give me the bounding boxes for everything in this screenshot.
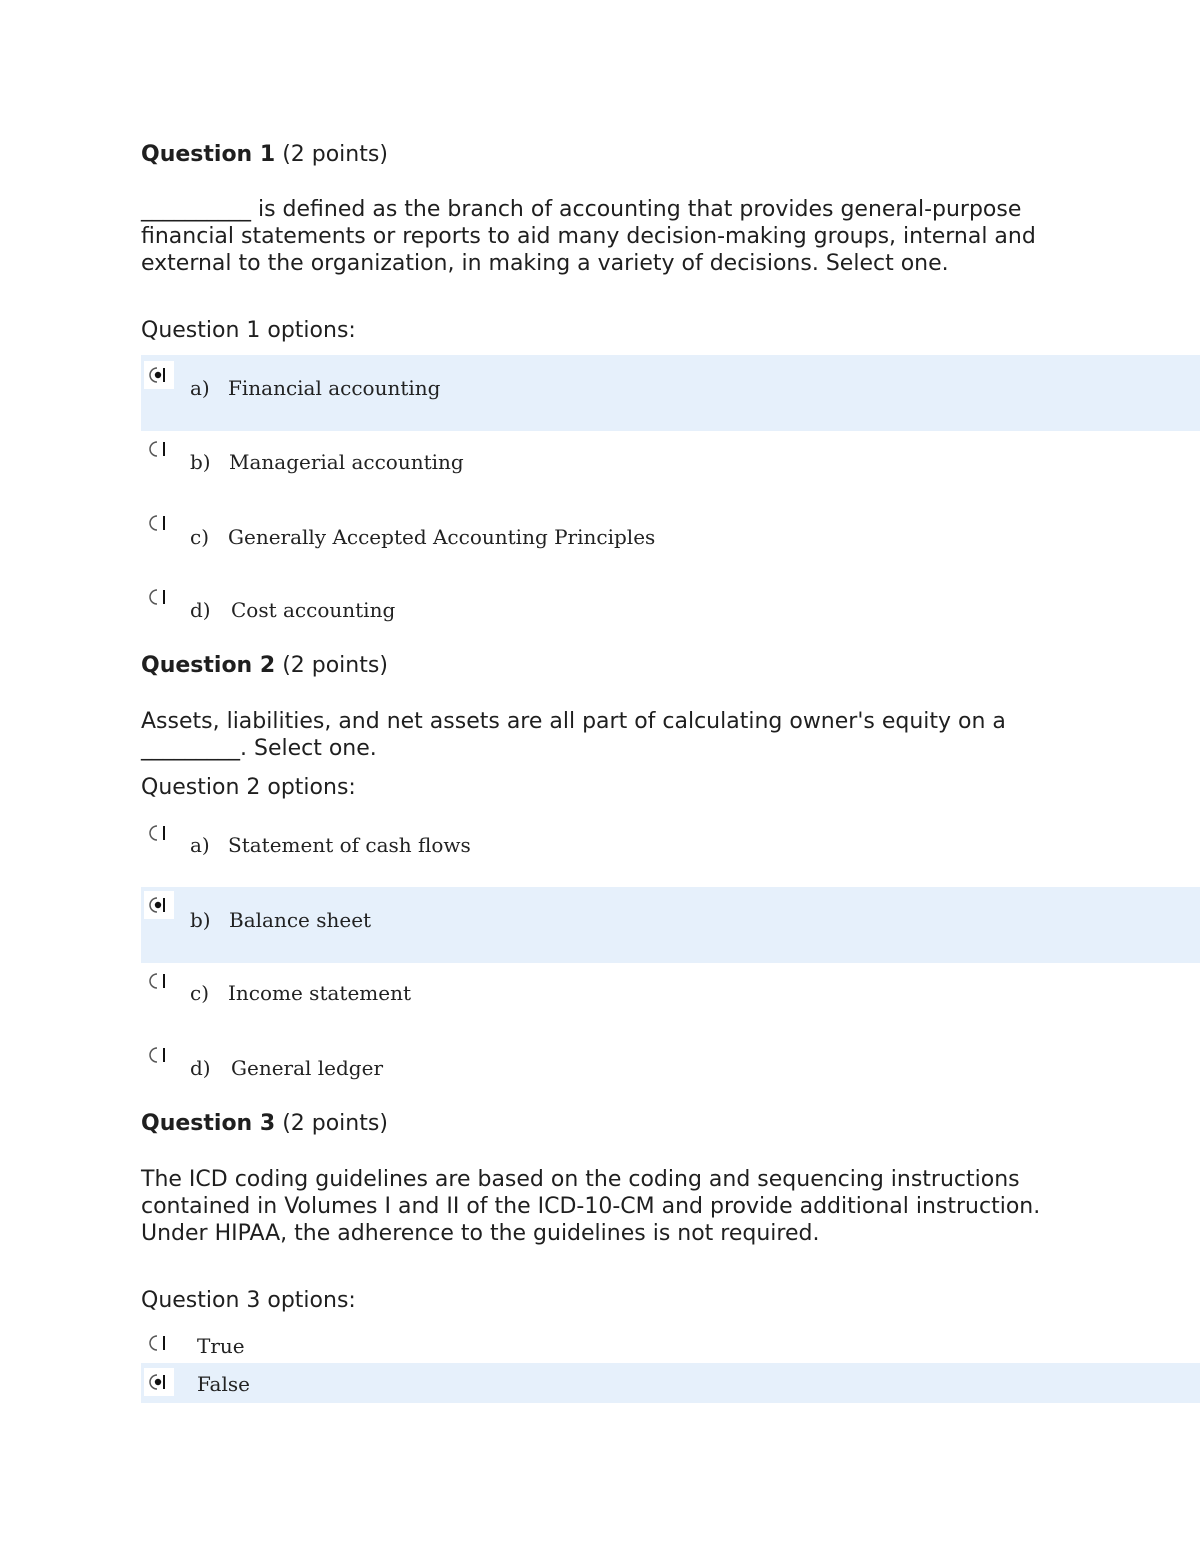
question-1-option-b[interactable] bbox=[141, 431, 1200, 505]
question-3-text: The ICD coding guidelines are based on the coding and sequencing instructions contained in Volumes I and II of the ICD-10-CM and provide additional instruction. Under HIPAA, the adherence to the guidelines is not required. bbox=[141, 1167, 1041, 1246]
option-text: Generally Accepted Accounting Principles bbox=[228, 525, 656, 549]
option-text: Cost accounting bbox=[231, 598, 396, 622]
option-letter: d) bbox=[190, 598, 211, 622]
question-2-option-c[interactable] bbox=[141, 963, 1200, 1037]
option-letter: b) bbox=[190, 450, 211, 474]
question-2-text: Assets, liabilities, and net assets are all part of calculating owner's equity on a _________. Select one. bbox=[141, 709, 1006, 761]
option-text: Managerial accounting bbox=[229, 450, 464, 474]
option-letter: a) bbox=[190, 833, 210, 857]
radio-unselected-icon[interactable] bbox=[144, 1041, 174, 1069]
option-text: False bbox=[197, 1372, 250, 1396]
option-text: True bbox=[197, 1334, 245, 1358]
option-letter: b) bbox=[190, 908, 211, 932]
question-2-points: (2 points) bbox=[282, 653, 388, 678]
radio-unselected-icon[interactable] bbox=[144, 435, 174, 463]
question-2-title bbox=[141, 652, 388, 680]
question-3-option-true[interactable] bbox=[141, 1325, 1200, 1363]
question-3-label: Question 3 bbox=[141, 1111, 276, 1136]
question-1-option-a[interactable] bbox=[141, 355, 1200, 431]
question-2-option-d[interactable] bbox=[141, 1037, 1200, 1093]
radio-unselected-icon[interactable] bbox=[144, 819, 174, 847]
radio-selected-icon[interactable] bbox=[144, 361, 174, 389]
question-1-options-label: Question 1 options: bbox=[141, 318, 356, 343]
question-3-title bbox=[141, 1110, 388, 1138]
radio-selected-icon[interactable] bbox=[144, 891, 174, 919]
option-letter: c) bbox=[190, 525, 210, 549]
option-text: Balance sheet bbox=[229, 908, 372, 932]
radio-unselected-icon[interactable] bbox=[144, 509, 174, 537]
question-2-option-a[interactable] bbox=[141, 813, 1200, 887]
question-3-option-false[interactable] bbox=[141, 1363, 1200, 1403]
radio-unselected-icon[interactable] bbox=[144, 1329, 174, 1357]
question-3-options-label: Question 3 options: bbox=[141, 1288, 356, 1313]
option-letter: d) bbox=[190, 1056, 211, 1080]
question-1-points: (2 points) bbox=[282, 142, 388, 167]
radio-unselected-icon[interactable] bbox=[144, 583, 174, 611]
option-text: Financial accounting bbox=[228, 376, 441, 400]
question-1-option-c[interactable] bbox=[141, 505, 1200, 579]
question-3-points: (2 points) bbox=[282, 1111, 388, 1136]
question-2-option-b[interactable] bbox=[141, 887, 1200, 963]
question-2-options-label: Question 2 options: bbox=[141, 775, 356, 800]
option-letter: a) bbox=[190, 376, 210, 400]
option-text: General ledger bbox=[231, 1056, 384, 1080]
question-1-label: Question 1 bbox=[141, 142, 276, 167]
radio-unselected-icon[interactable] bbox=[144, 967, 174, 995]
option-text: Income statement bbox=[228, 981, 411, 1005]
question-2-label: Question 2 bbox=[141, 653, 276, 678]
question-1-title bbox=[141, 141, 388, 169]
question-1-text: __________ is defined as the branch of accounting that provides general-purpose financial statements or reports to aid many decision-making groups, internal and external to the organization, in making a variety of decisions. Select one. bbox=[141, 197, 1036, 276]
radio-selected-icon[interactable] bbox=[144, 1368, 174, 1396]
question-1-option-d[interactable] bbox=[141, 579, 1200, 635]
option-letter: c) bbox=[190, 981, 210, 1005]
option-text: Statement of cash flows bbox=[228, 833, 471, 857]
